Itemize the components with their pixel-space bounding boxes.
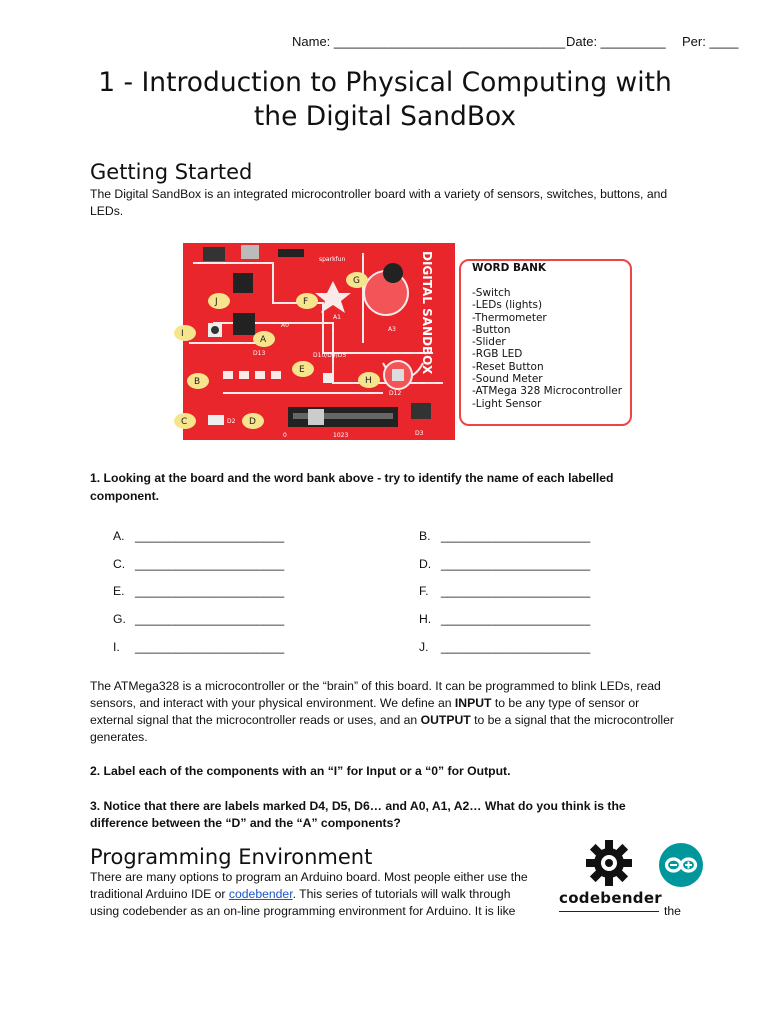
- atmega-text: to be a signal that the microcontroller: [470, 713, 674, 727]
- word-bank-item: -Button: [472, 323, 511, 336]
- answer-e[interactable]: [113, 584, 285, 598]
- svg-text:J: J: [215, 297, 218, 307]
- programming-text: . This series of tutorials will walk through: [292, 887, 511, 901]
- word-bank-item: -LEDs (lights): [472, 299, 543, 312]
- word-bank-item: -Reset Button: [472, 360, 544, 373]
- svg-text:A1: A1: [333, 314, 341, 321]
- input-term: INPUT: [454, 696, 492, 710]
- brand-silk: sparkfun: [319, 256, 346, 263]
- answer-blank: ______________________: [135, 529, 285, 543]
- codebender-logo: [559, 838, 663, 907]
- atmega-line-3: [90, 712, 674, 729]
- atmega-text: external signal that the microcontroller reads or uses, and an: [90, 713, 421, 727]
- svg-text:1023: 1023: [333, 432, 349, 439]
- svg-text:D10/D9/D5: D10/D9/D5: [313, 352, 347, 359]
- programming-line-1: There are many options to program an Arduino board. Most people either use the: [90, 870, 528, 884]
- question-3-line-2: difference between the “D” and the “A” components?: [90, 816, 401, 830]
- name-field: Name: ________________________________: [292, 34, 566, 49]
- answer-a[interactable]: [113, 529, 285, 543]
- title-line-1: 1 - Introduction to Physical Computing with: [98, 67, 672, 98]
- logo-underline: [559, 911, 659, 912]
- answer-d[interactable]: [419, 557, 591, 571]
- word-bank-title: WORD BANK: [472, 262, 547, 274]
- codebender-wordmark: codebender: [559, 889, 663, 907]
- answer-blank: ______________________: [441, 557, 591, 571]
- arduino-logo-icon: [659, 843, 703, 887]
- svg-text:I: I: [181, 329, 184, 339]
- answer-blank: ______________________: [441, 640, 591, 654]
- answer-c[interactable]: [113, 557, 285, 571]
- svg-text:D3: D3: [415, 430, 424, 437]
- svg-text:A: A: [260, 335, 267, 345]
- page-title: [0, 66, 770, 134]
- answer-i[interactable]: [113, 640, 285, 654]
- answer-label: J.: [419, 640, 429, 654]
- answer-b[interactable]: [419, 529, 591, 543]
- atmega-line-2: [90, 695, 639, 712]
- programming-text: traditional Arduino IDE or: [90, 887, 229, 901]
- svg-text:C: C: [181, 417, 188, 427]
- answer-j[interactable]: [419, 640, 591, 654]
- answer-label: F.: [419, 584, 429, 598]
- digital-sandbox-board-image: [183, 243, 455, 440]
- word-bank-item: -ATMega 328 Microcontroller: [472, 385, 623, 398]
- answer-label: I.: [113, 640, 120, 654]
- word-bank-item: -Switch: [472, 287, 511, 299]
- svg-text:D12: D12: [389, 390, 402, 397]
- programming-line-2: [90, 886, 511, 903]
- atmega-line-4: generates.: [90, 730, 148, 744]
- answer-label: H.: [419, 612, 432, 626]
- gear-icon: [559, 838, 659, 888]
- answer-label: E.: [113, 584, 125, 598]
- getting-started-heading: Getting Started: [90, 160, 253, 184]
- date-field: Date: _________: [566, 34, 666, 49]
- intro-line-2: LEDs.: [90, 204, 124, 218]
- svg-text:D: D: [249, 417, 256, 427]
- answer-blank: ______________________: [441, 529, 591, 543]
- svg-text:DIGITAL SANDBOX: DIGITAL SANDBOX: [420, 251, 434, 375]
- svg-text:0: 0: [283, 432, 287, 439]
- intro-line-1: The Digital SandBox is an integrated microcontroller board with a variety of sensors, switches, buttons, and: [90, 187, 668, 201]
- answer-label: B.: [419, 529, 431, 543]
- programming-line-3: using codebender as an on-line programming environment for Arduino. It is like: [90, 904, 516, 918]
- answer-f[interactable]: [419, 584, 591, 598]
- answer-blank: ______________________: [135, 584, 285, 598]
- svg-text:D2: D2: [227, 418, 236, 425]
- answer-blank: ______________________: [441, 612, 591, 626]
- codebender-link[interactable]: codebender: [228, 887, 293, 901]
- answer-blank: ______________________: [135, 612, 285, 626]
- answer-blank: ______________________: [135, 557, 285, 571]
- svg-text:H: H: [365, 376, 372, 386]
- svg-text:A0: A0: [281, 322, 289, 329]
- answer-label: A.: [113, 529, 125, 543]
- answer-h[interactable]: [419, 612, 591, 626]
- word-bank-item: -Light Sensor: [472, 397, 542, 410]
- atmega-line-1: The ATMega328 is a microcontroller or the “brain” of this board. It can be programmed to blink LEDs, read: [90, 679, 661, 693]
- answer-label: C.: [113, 557, 126, 571]
- word-bank-item: -Slider: [472, 336, 506, 349]
- title-line-2: the Digital SandBox: [253, 101, 517, 132]
- infinity-icon: [659, 843, 703, 887]
- period-field: Per: ____: [682, 34, 739, 49]
- answer-blank: ______________________: [135, 640, 285, 654]
- programming-line-3-end: the: [664, 904, 681, 918]
- question-1-line-2: component.: [90, 489, 160, 503]
- answer-label: G.: [113, 612, 126, 626]
- word-bank-list: [472, 287, 622, 410]
- svg-text:E: E: [299, 365, 305, 375]
- svg-text:D13: D13: [253, 350, 266, 357]
- atmega-text: sensors, and interact with your physical environment. We define an: [90, 696, 455, 710]
- programming-heading: Programming Environment: [90, 845, 373, 869]
- word-bank-item: -Thermometer: [472, 311, 547, 324]
- svg-text:B: B: [194, 377, 201, 387]
- svg-text:F: F: [303, 297, 309, 307]
- question-2: 2. Label each of the components with an “I” for Input or a “0” for Output.: [90, 764, 511, 778]
- svg-text:A3: A3: [388, 326, 396, 333]
- answer-g[interactable]: [113, 612, 285, 626]
- board-graphic: [183, 243, 455, 440]
- word-bank-item: -RGB LED: [472, 348, 523, 361]
- atmega-text: to be any type of sensor or: [491, 696, 640, 710]
- answer-blank: ______________________: [441, 584, 591, 598]
- output-term: OUTPUT: [420, 713, 471, 727]
- svg-text:G: G: [353, 276, 360, 286]
- question-3-line-1: 3. Notice that there are labels marked D4, D5, D6… and A0, A1, A2… What do you think is the: [90, 799, 626, 813]
- word-bank-item: -Sound Meter: [472, 373, 543, 386]
- answer-label: D.: [419, 557, 432, 571]
- question-1-line-1: 1. Looking at the board and the word bank above - try to identify the name of each labelled: [90, 471, 614, 485]
